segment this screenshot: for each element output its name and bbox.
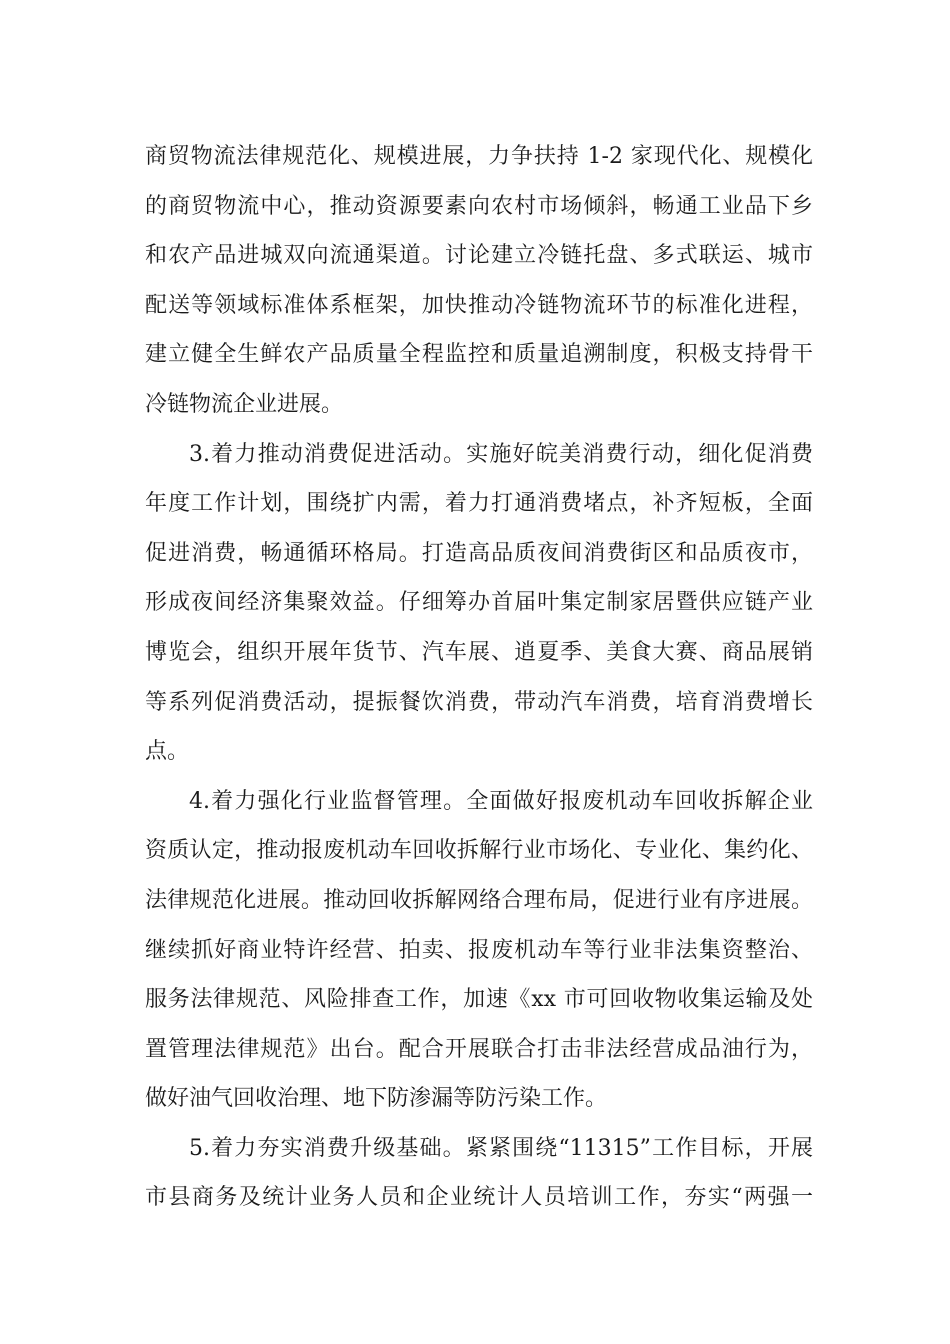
text-line: 和农产品进城双向流通渠道。讨论建立冷链托盘、多式联运、城市: [145, 243, 813, 269]
text-line: 法律规范化进展。推动回收拆解网络合理布局，促进行业有序进展。: [145, 887, 813, 913]
document-body: [145, 132, 813, 1223]
paragraph-heading-line: 4.着力强化行业监督管理。全面做好报废机动车回收拆解企业: [189, 788, 813, 814]
text-line: 做好油气回收治理、地下防渗漏等防污染工作。: [145, 1086, 608, 1112]
text-line: 等系列促消费活动，提振餐饮消费，带动汽车消费，培育消费增长: [145, 689, 813, 715]
paragraph-5: [145, 1124, 813, 1223]
text-line: 继续抓好商业特许经营、拍卖、报废机动车等行业非法集资整治、: [145, 937, 813, 963]
text-line: 资质认定，推动报废机动车回收拆解行业市场化、专业化、集约化、: [145, 838, 813, 864]
paragraph-continuation: [145, 132, 813, 430]
text-line: 促进消费，畅通循环格局。打造高品质夜间消费街区和品质夜市，: [145, 540, 813, 566]
paragraph-4: [145, 777, 813, 1124]
text-line: 形成夜间经济集聚效益。仔细筹办首届叶集定制家居暨供应链产业: [145, 590, 813, 616]
paragraph-heading-line: 5.着力夯实消费升级基础。紧紧围绕“11315”工作目标，开展: [189, 1135, 813, 1161]
paragraph-heading-line: 3.着力推动消费促进活动。实施好皖美消费行动，细化促消费: [189, 441, 813, 467]
text-line: 服务法律规范、风险排查工作，加速《xx 市可回收物收集运输及处: [145, 987, 813, 1013]
text-line: 年度工作计划，围绕扩内需，着力打通消费堵点，补齐短板，全面: [145, 491, 813, 517]
text-line: 点。: [145, 739, 190, 765]
text-line: 建立健全生鲜农产品质量全程监控和质量追溯制度，积极支持骨干: [145, 342, 813, 368]
text-line: 博览会，组织开展年货节、汽车展、逍夏季、美食大赛、商品展销: [145, 639, 813, 665]
text-line: 商贸物流法律规范化、规模进展，力争扶持 1-2 家现代化、规模化: [145, 144, 813, 169]
text-line: 冷链物流企业进展。: [145, 391, 344, 417]
text-line: 市县商务及统计业务人员和企业统计人员培训工作，夯实“两强一: [145, 1185, 813, 1211]
text-line: 的商贸物流中心，推动资源要素向农村市场倾斜，畅通工业品下乡: [145, 193, 813, 219]
text-line: 配送等领域标准体系框架，加快推动冷链物流环节的标准化进程，: [145, 292, 813, 318]
text-line: 置管理法律规范》出台。配合开展联合打击非法经营成品油行为，: [145, 1036, 813, 1062]
paragraph-3: [145, 430, 813, 777]
